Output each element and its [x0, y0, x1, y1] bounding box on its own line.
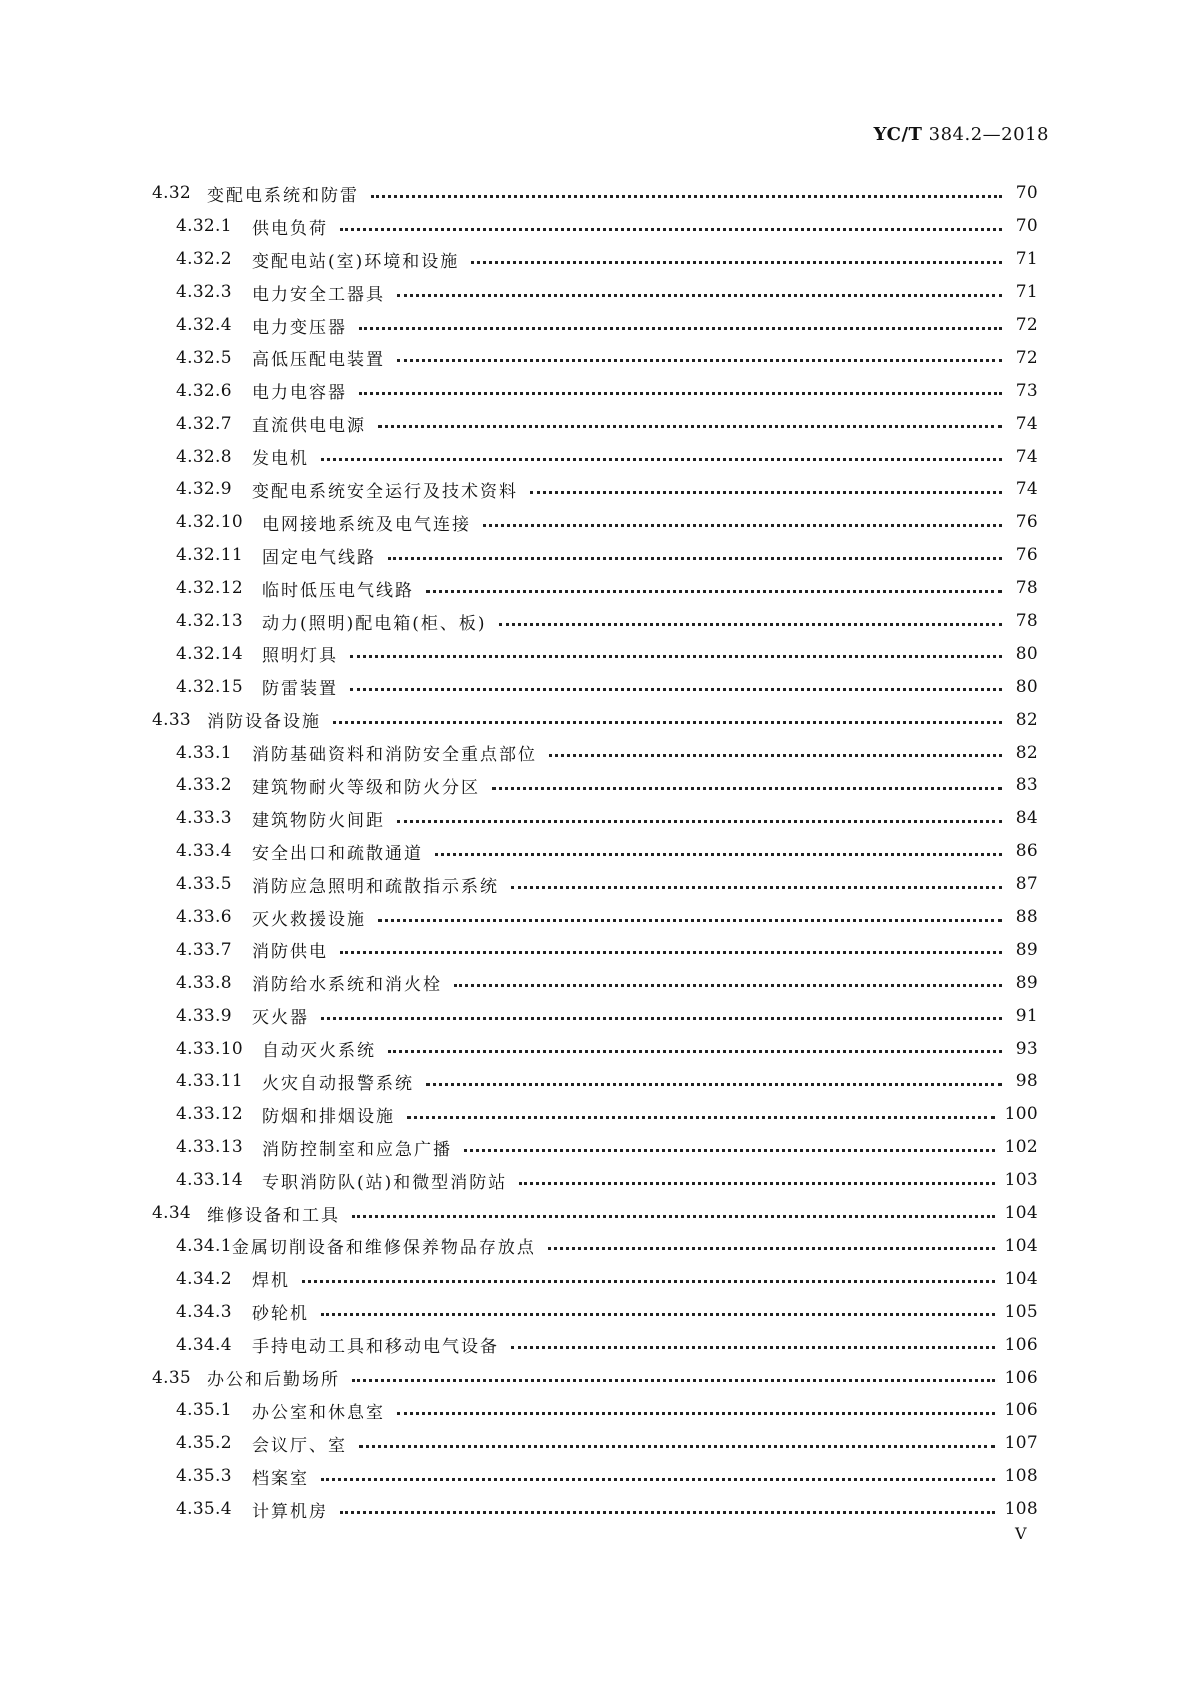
dot-leader	[321, 1478, 995, 1481]
toc-entry	[152, 933, 1038, 966]
toc-entry	[152, 440, 1038, 473]
toc-entry-page: 70	[1015, 183, 1038, 204]
dot-leader	[359, 392, 1002, 395]
toc-entry-title: 直流供电电源	[252, 416, 366, 437]
dot-leader	[426, 1083, 1002, 1086]
toc-entry-number: 4.32.9	[176, 479, 232, 500]
dot-leader	[454, 984, 1002, 987]
toc-entry-title: 建筑物防火间距	[252, 810, 385, 831]
dot-leader	[359, 327, 1002, 330]
toc-entry-number: 4.35.1	[176, 1400, 232, 1421]
toc-entry-number: 4.35.2	[176, 1433, 232, 1454]
toc-entry	[152, 868, 1038, 901]
toc-entry-number: 4.34.3	[176, 1301, 232, 1322]
toc-entry-number: 4.32.12	[176, 578, 243, 599]
toc-entry-number: 4.33.8	[176, 972, 232, 993]
toc-entry-page: 108	[1004, 1499, 1038, 1520]
toc-entry-page: 108	[1004, 1466, 1038, 1487]
toc-entry-title: 火灾自动报警系统	[262, 1073, 414, 1094]
toc-entry-title: 焊机	[252, 1271, 290, 1292]
toc-entry-page: 76	[1015, 545, 1038, 566]
toc-entry	[152, 1328, 1038, 1361]
toc-entry-page: 78	[1015, 611, 1038, 632]
toc-entry-title: 电力变压器	[252, 317, 347, 338]
toc-entry-number: 4.33.10	[176, 1038, 243, 1059]
toc-entry	[152, 1065, 1038, 1098]
toc-entry-number: 4.33	[152, 709, 192, 730]
toc-entry-title: 建筑物耐火等级和防火分区	[252, 777, 480, 798]
toc-entry-page: 88	[1015, 907, 1038, 928]
dot-leader	[397, 1412, 995, 1415]
toc-entry	[152, 605, 1038, 638]
toc-entry	[152, 1230, 1038, 1263]
toc-entry-page: 82	[1015, 742, 1038, 763]
toc-entry	[152, 835, 1038, 868]
toc-entry-title: 手持电动工具和移动电气设备	[252, 1337, 499, 1358]
toc-entry-page: 98	[1015, 1071, 1038, 1092]
toc-entry-title: 消防应急照明和疏散指示系统	[252, 876, 499, 897]
dot-leader	[352, 1215, 995, 1218]
toc-entry	[152, 1164, 1038, 1197]
toc-entry	[152, 309, 1038, 342]
toc-entry	[152, 802, 1038, 835]
dot-leader	[388, 1050, 1002, 1053]
toc-entry	[152, 637, 1038, 670]
dot-leader	[511, 886, 1002, 889]
toc-entry-number: 4.34	[152, 1203, 192, 1224]
dot-leader	[350, 655, 1002, 658]
toc-entry	[152, 1032, 1038, 1065]
toc-entry-number: 4.33.2	[176, 775, 232, 796]
toc-entry	[152, 1361, 1038, 1394]
toc-entry-page: 80	[1015, 643, 1038, 664]
toc-entry-title: 固定电气线路	[262, 547, 376, 568]
dot-leader	[388, 557, 1002, 560]
toc-entry-title: 临时低压电气线路	[262, 580, 414, 601]
toc-entry-title: 会议厅、室	[252, 1435, 347, 1456]
toc-entry-page: 106	[1004, 1367, 1038, 1388]
toc-entry-number: 4.33.5	[176, 874, 232, 895]
toc-entry-title: 动力(照明)配电箱(柜、板)	[262, 613, 487, 634]
toc-entry-number: 4.32.14	[176, 643, 243, 664]
toc-entry	[152, 1460, 1038, 1493]
page-number-roman: V	[1015, 1524, 1027, 1543]
toc-entry-number: 4.32.2	[176, 249, 232, 270]
toc-entry-number: 4.33.12	[176, 1104, 243, 1125]
toc-entry	[152, 1197, 1038, 1230]
toc-entry-number: 4.33.4	[176, 841, 232, 862]
toc-entry-title: 发电机	[252, 449, 309, 470]
toc-entry-page: 78	[1015, 578, 1038, 599]
toc-entry-page: 70	[1015, 216, 1038, 237]
toc-entry-page: 102	[1004, 1137, 1038, 1158]
toc-entry	[152, 1131, 1038, 1164]
toc-entry-page: 82	[1015, 709, 1038, 730]
toc-entry-title: 档案室	[252, 1468, 309, 1489]
toc-entry-title: 消防设备设施	[207, 712, 321, 733]
toc-entry-title: 消防基础资料和消防安全重点部位	[252, 745, 537, 766]
toc-entry-title: 消防给水系统和消火栓	[252, 975, 442, 996]
toc-entry-page: 74	[1015, 413, 1038, 434]
toc-entry-page: 74	[1015, 479, 1038, 500]
toc-entry-page: 89	[1015, 939, 1038, 960]
standard-number: 384.2—2018	[928, 124, 1049, 145]
toc-entry	[152, 703, 1038, 736]
dot-leader	[407, 1116, 995, 1119]
toc-entry-number: 4.32.5	[176, 347, 232, 368]
toc-entry	[152, 374, 1038, 407]
toc-entry-number: 4.33.11	[176, 1071, 243, 1092]
toc-entry-title: 消防供电	[252, 942, 328, 963]
toc-entry-page: 71	[1015, 282, 1038, 303]
toc-entry	[152, 1098, 1038, 1131]
toc-entry-title: 变配电系统和防雷	[207, 185, 359, 206]
toc-entry-number: 4.34.4	[176, 1334, 232, 1355]
toc-entry-title: 办公室和休息室	[252, 1402, 385, 1423]
toc-entry-page: 103	[1004, 1170, 1038, 1191]
toc-entry-title: 安全出口和疏散通道	[252, 843, 423, 864]
toc-entry	[152, 1394, 1038, 1427]
toc-entry-title: 灭火救援设施	[252, 909, 366, 930]
toc-entry-page: 106	[1004, 1334, 1038, 1355]
toc-entry-page: 83	[1015, 775, 1038, 796]
toc-entry-number: 4.35.4	[176, 1499, 232, 1520]
dot-leader	[397, 294, 1002, 297]
toc-entry	[152, 999, 1038, 1032]
toc-entry	[152, 210, 1038, 243]
toc-entry	[152, 276, 1038, 309]
toc-entry	[152, 1427, 1038, 1460]
toc-entry	[152, 1493, 1038, 1526]
toc-entry-number: 4.35	[152, 1367, 192, 1388]
toc-entry-number: 4.33.6	[176, 907, 232, 928]
dot-leader	[426, 590, 1002, 593]
toc-entry-number: 4.32.1	[176, 216, 232, 237]
toc-entry	[152, 341, 1038, 374]
dot-leader	[340, 951, 1002, 954]
toc-entry-number: 4.34.2	[176, 1268, 232, 1289]
dot-leader	[321, 458, 1002, 461]
dot-leader	[340, 228, 1002, 231]
toc-entry-page: 71	[1015, 249, 1038, 270]
toc-entry	[152, 901, 1038, 934]
toc-entry	[152, 572, 1038, 605]
dot-leader	[340, 1511, 995, 1514]
toc-entry-title: 供电负荷	[252, 218, 328, 239]
dot-leader	[492, 787, 1002, 790]
toc-entry-page: 91	[1015, 1005, 1038, 1026]
table-of-contents	[152, 177, 1038, 1526]
toc-entry-number: 4.33.14	[176, 1170, 243, 1191]
toc-entry-page: 87	[1015, 874, 1038, 895]
toc-entry-title: 自动灭火系统	[262, 1041, 376, 1062]
dot-leader	[321, 1017, 1002, 1020]
toc-entry	[152, 769, 1038, 802]
dot-leader	[378, 919, 1002, 922]
toc-entry-page: 106	[1004, 1400, 1038, 1421]
toc-entry-title: 防雷装置	[262, 679, 338, 700]
dot-leader	[397, 359, 1002, 362]
toc-entry	[152, 670, 1038, 703]
dot-leader	[511, 1346, 995, 1349]
toc-entry-number: 4.33.9	[176, 1005, 232, 1026]
dot-leader	[378, 425, 1002, 428]
toc-entry-title: 专职消防队(站)和微型消防站	[262, 1172, 508, 1193]
dot-leader	[352, 1379, 995, 1382]
toc-entry-page: 104	[1004, 1235, 1038, 1256]
toc-entry-page: 104	[1004, 1268, 1038, 1289]
toc-entry-number: 4.33.1	[176, 742, 232, 763]
toc-entry	[152, 966, 1038, 999]
toc-entry-page: 104	[1004, 1203, 1038, 1224]
dot-leader	[530, 491, 1002, 494]
toc-entry-number: 4.32.11	[176, 545, 243, 566]
toc-entry	[152, 1295, 1038, 1328]
toc-entry-title: 电力安全工器具	[252, 284, 385, 305]
toc-entry-number: 4.33.3	[176, 808, 232, 829]
toc-entry-title: 砂轮机	[252, 1304, 309, 1325]
toc-entry-number: 4.32	[152, 183, 192, 204]
dot-leader	[483, 524, 1002, 527]
toc-entry-number: 4.35.3	[176, 1466, 232, 1487]
toc-entry	[152, 243, 1038, 276]
toc-entry	[152, 407, 1038, 440]
toc-entry	[152, 1262, 1038, 1295]
dot-leader	[397, 820, 1002, 823]
toc-entry	[152, 506, 1038, 539]
toc-entry-title: 照明灯具	[262, 646, 338, 667]
dot-leader	[549, 754, 1002, 757]
toc-entry-page: 72	[1015, 315, 1038, 335]
dot-leader	[302, 1280, 995, 1283]
dot-leader	[371, 195, 1002, 198]
toc-entry-page: 84	[1015, 808, 1038, 829]
toc-entry	[152, 539, 1038, 572]
toc-entry-number: 4.32.13	[176, 611, 243, 632]
toc-entry-title: 电力电容器	[252, 383, 347, 404]
toc-entry-number: 4.32.3	[176, 282, 232, 303]
toc-entry-number: 4.33.13	[176, 1137, 243, 1158]
dot-leader	[471, 261, 1002, 264]
toc-entry-page: 72	[1015, 347, 1038, 368]
toc-entry-title: 变配电系统安全运行及技术资料	[252, 481, 518, 502]
toc-entry-number: 4.32.7	[176, 413, 232, 434]
toc-entry-title: 高低压配电装置	[252, 350, 385, 371]
toc-entry-title: 防烟和排烟设施	[262, 1106, 395, 1127]
dot-leader	[435, 853, 1002, 856]
toc-entry-page: 86	[1015, 841, 1038, 862]
toc-entry-title: 维修设备和工具	[207, 1205, 340, 1226]
toc-entry-number: 4.32.6	[176, 380, 232, 401]
document-code	[874, 124, 1049, 145]
dot-leader	[519, 1182, 994, 1185]
toc-entry-number: 4.32.15	[176, 676, 243, 697]
toc-entry-page: 107	[1004, 1433, 1038, 1454]
toc-entry-title: 消防控制室和应急广播	[262, 1139, 452, 1160]
dot-leader	[333, 721, 1002, 724]
toc-entry	[152, 736, 1038, 769]
toc-entry-title: 办公和后勤场所	[207, 1370, 340, 1390]
dot-leader	[548, 1247, 995, 1250]
toc-entry-number: 4.34.1	[176, 1235, 232, 1256]
toc-entry-title: 金属切削设备和维修保养物品存放点	[231, 1238, 536, 1259]
toc-entry-title: 灭火器	[252, 1008, 309, 1029]
dot-leader	[350, 688, 1002, 691]
dot-leader	[499, 623, 1002, 626]
toc-entry	[152, 177, 1038, 210]
toc-entry-page: 74	[1015, 446, 1038, 467]
standard-prefix: YC/T	[873, 124, 923, 145]
toc-entry-page: 73	[1015, 380, 1038, 401]
toc-entry-title: 电网接地系统及电气连接	[262, 514, 471, 535]
toc-entry-number: 4.32.4	[176, 315, 232, 335]
toc-entry-page: 93	[1015, 1038, 1038, 1059]
toc-entry-page: 105	[1004, 1301, 1038, 1322]
toc-entry-number: 4.32.8	[176, 446, 232, 467]
toc-entry-page: 100	[1004, 1104, 1038, 1125]
toc-entry-page: 89	[1015, 972, 1038, 993]
toc-entry-title: 变配电站(室)环境和设施	[252, 251, 460, 272]
dot-leader	[359, 1445, 995, 1448]
toc-entry-number: 4.33.7	[176, 939, 232, 960]
toc-entry-page: 80	[1015, 676, 1038, 697]
dot-leader	[464, 1149, 995, 1152]
toc-entry-page: 76	[1015, 512, 1038, 533]
dot-leader	[321, 1313, 995, 1316]
toc-entry	[152, 473, 1038, 506]
toc-entry-number: 4.32.10	[176, 512, 243, 533]
toc-entry-title: 计算机房	[252, 1501, 328, 1522]
